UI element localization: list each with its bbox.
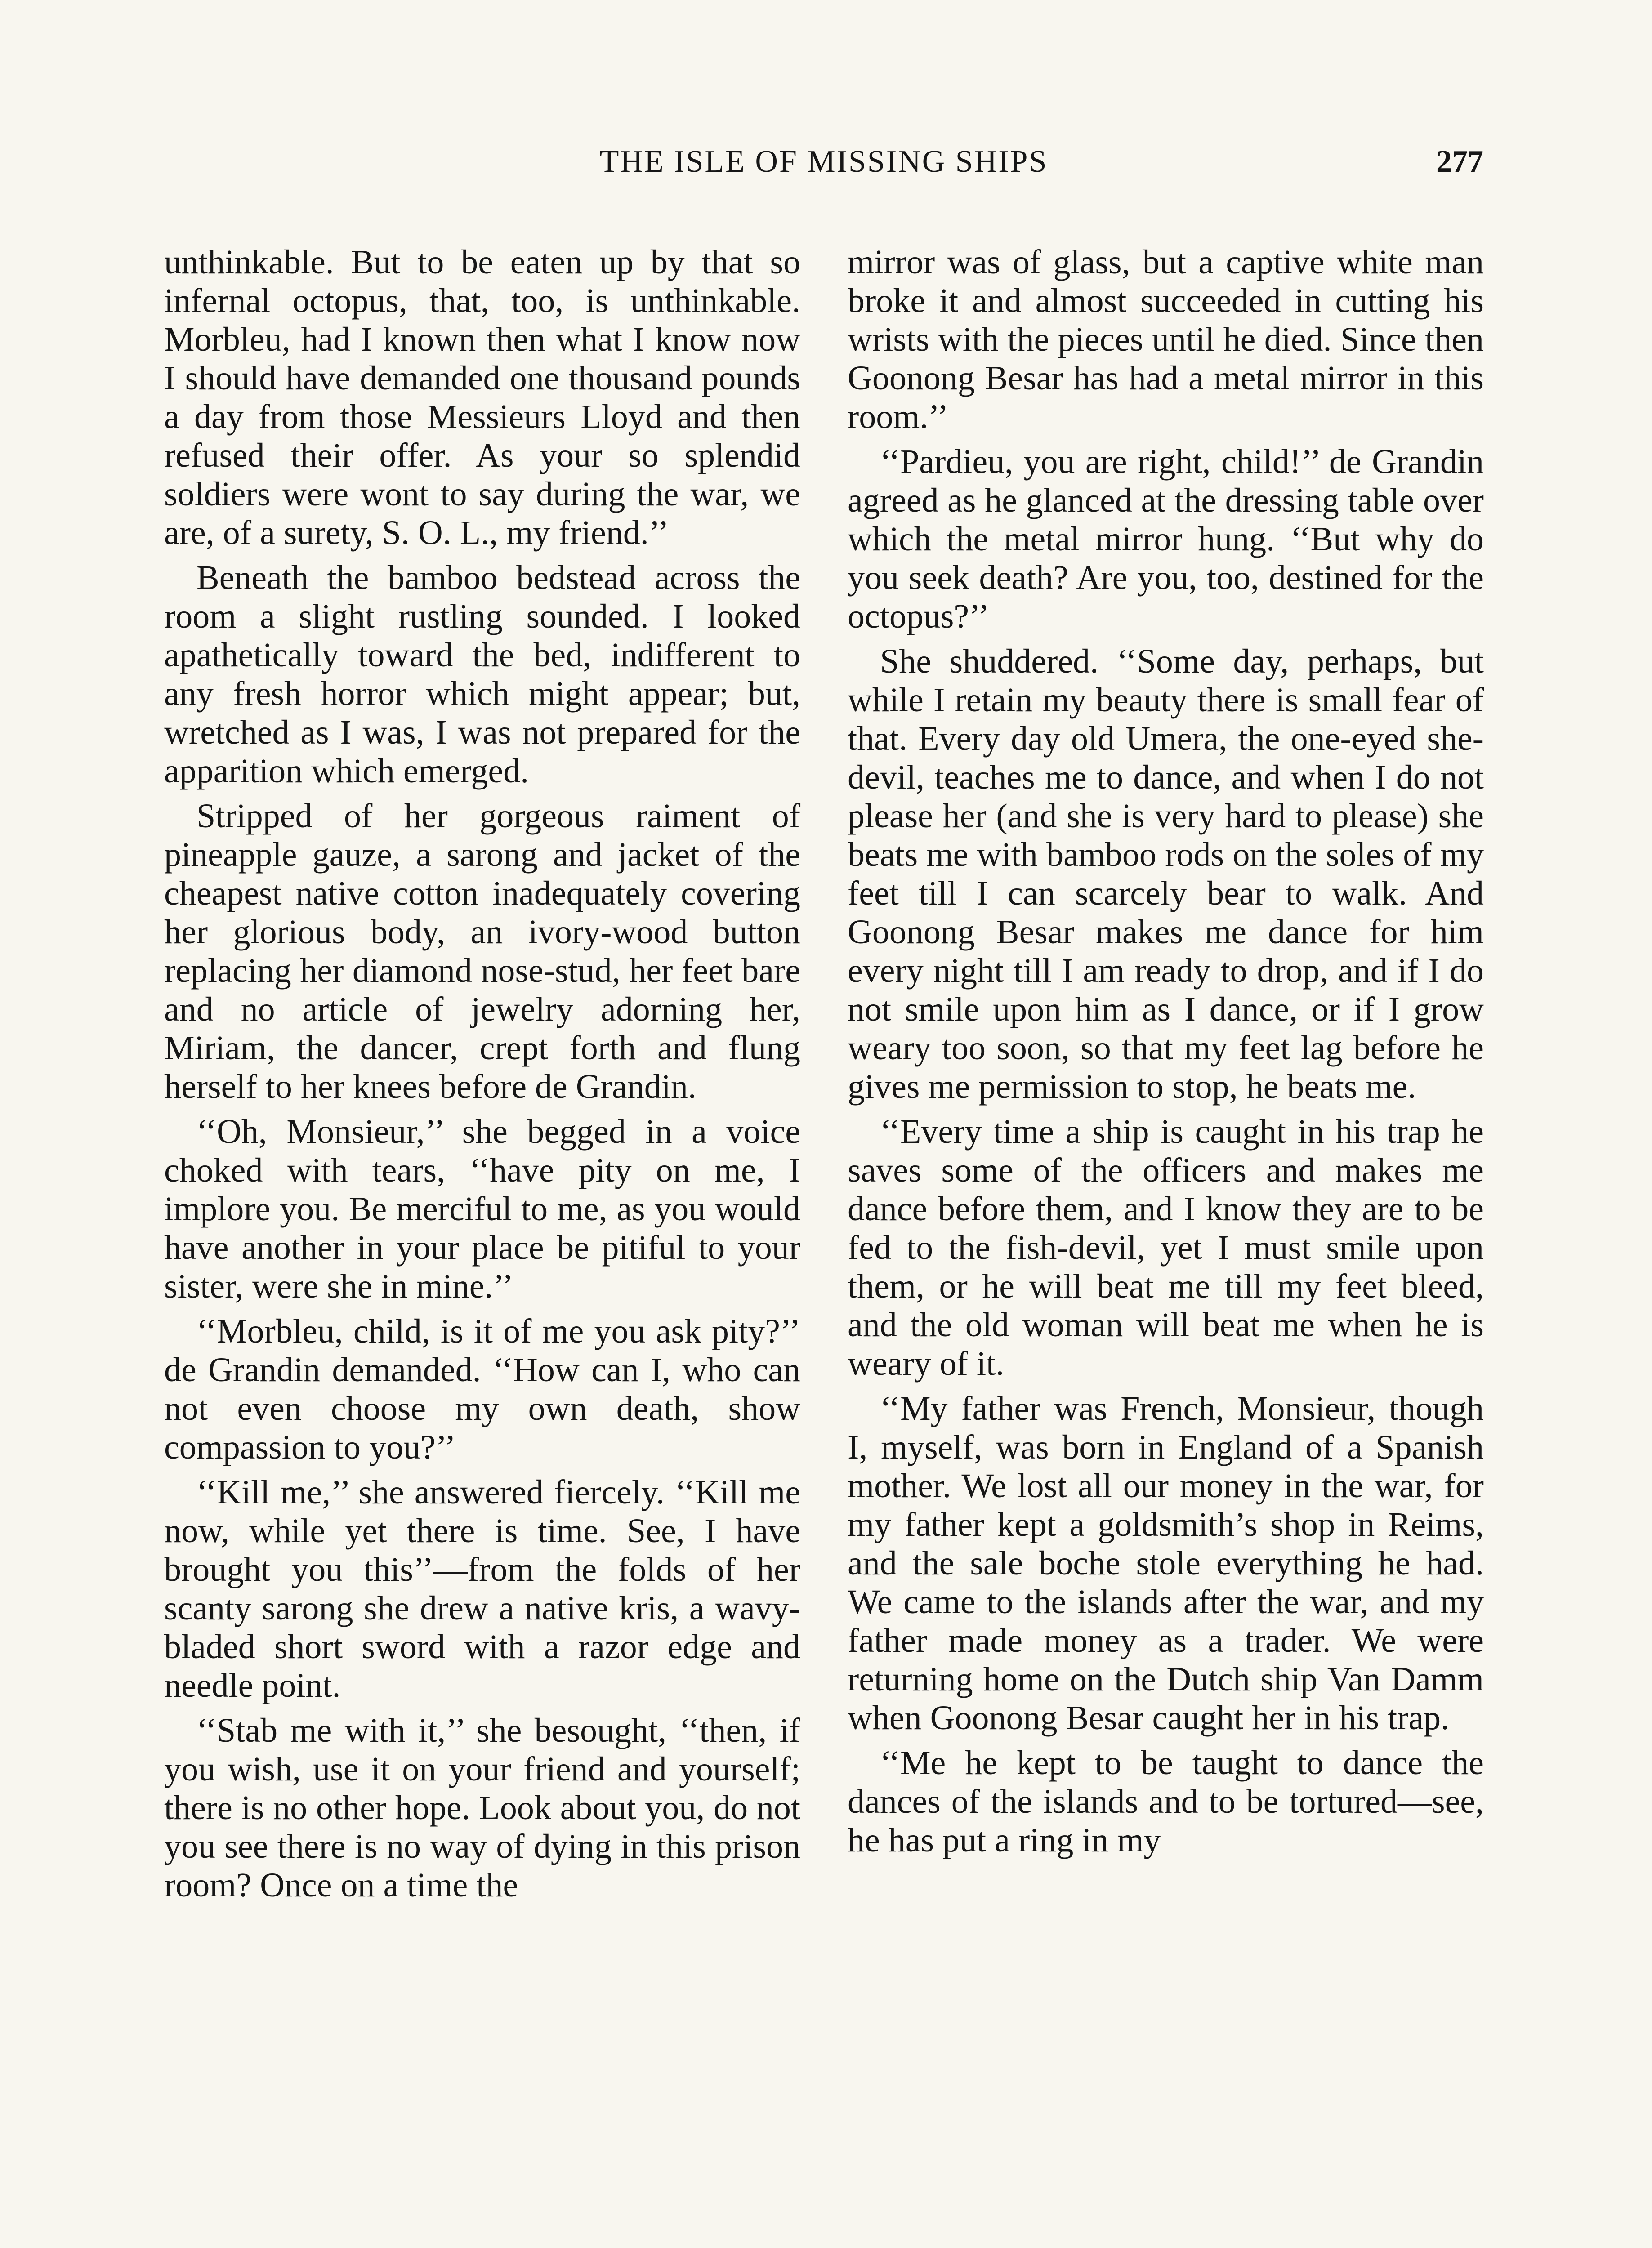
paragraph: ‘‘Morbleu, child, is it of me you ask pity?’’ de Grandin demanded. ‘‘How can I, who can not even choose my own death, show compassion to you?’’	[164, 1312, 800, 1466]
left-column	[164, 243, 800, 1911]
paragraph: ‘‘Pardieu, you are right, child!’’ de Grandin agreed as he glanced at the dressing table over which the metal mirror hung. ‘‘But why do you seek death? Are you, too, destined for the octopus?’’	[848, 443, 1484, 635]
paragraph: ‘‘Oh, Monsieur,’’ she begged in a voice choked with tears, ‘‘have pity on me, I implore you. Be merciful to me, as you would have another in your place be pitiful to your sister, were she in mine.’’	[164, 1113, 800, 1305]
paragraph: ‘‘Me he kept to be taught to dance the dances of the islands and to be tortured—see, he has put a ring in my	[848, 1744, 1484, 1859]
paragraph: ‘‘Every time a ship is caught in his trap he saves some of the officers and makes me dance before them, and I know they are to be fed to the fish-devil, yet I must smile upon them, or he will beat me till my feet bleed, and the old woman will beat me when he is weary of it.	[848, 1113, 1484, 1383]
paragraph: ‘‘Stab me with it,’’ she besought, ‘‘then, if you wish, use it on your friend and yourself; there is no other hope. Look about you, do not you see there is no way of dying in this prison room? Once on a time the	[164, 1712, 800, 1904]
running-head	[164, 144, 1483, 193]
paragraph: unthinkable. But to be eaten up by that so infernal octopus, that, too, is unthinkable. Morbleu, had I known then what I know now I should have demanded one thousand pounds a day from those Messieurs Lloyd and then refused their offer. As your so splendid soldiers were wont to say during the war, we are, of a surety, S. O. L., my friend.’’	[164, 243, 800, 552]
paragraph: Stripped of her gorgeous raiment of pineapple gauze, a sarong and jacket of the cheapest native cotton inadequately covering her glorious body, an ivory-wood button replacing her diamond nose-stud, her feet bare and no article of jewelry adorning her, Miriam, the dancer, crept forth and flung herself to her knees before de Grandin.	[164, 797, 800, 1106]
page-number: 277	[1436, 144, 1483, 179]
paragraph: ‘‘My father was French, Monsieur, though I, myself, was born in England of a Spanish mother. We lost all our money in the war, for my father kept a goldsmith’s shop in Reims, and the sale boche stole everything he had. We came to the islands after the war, and my father made money as a trader. We were returning home on the Dutch ship Van Damm when Goonong Besar caught her in his trap.	[848, 1390, 1484, 1737]
paragraph: mirror was of glass, but a captive white man broke it and almost succeeded in cutting his wrists with the pieces until he died. Since then Goonong Besar has had a metal mirror in this room.’’	[848, 243, 1484, 436]
right-column	[848, 243, 1484, 1866]
running-title: THE ISLE OF MISSING SHIPS	[599, 144, 1048, 179]
paragraph: She shuddered. ‘‘Some day, perhaps, but while I retain my beauty there is small fear of that. Every day old Umera, the one-eyed she-devil, teaches me to dance, and when I do not please her (and she is very hard to please) she beats me with bamboo rods on the soles of my feet till I can scarcely bear to walk. And Goonong Besar makes me dance for him every night till I am ready to drop, and if I do not smile upon him as I dance, or if I grow weary too soon, so that my feet lag before he gives me permission to stop, he beats me.	[848, 642, 1484, 1106]
paragraph: Beneath the bamboo bedstead across the room a slight rustling sounded. I looked apathetically toward the bed, indifferent to any fresh horror which might appear; but, wretched as I was, I was not prepared for the apparition which emerged.	[164, 559, 800, 790]
paragraph: ‘‘Kill me,’’ she answered fiercely. ‘‘Kill me now, while yet there is time. See, I have brought you this’’—from the folds of her scanty sarong she drew a native kris, a wavy-bladed short sword with a razor edge and needle point.	[164, 1473, 800, 1704]
